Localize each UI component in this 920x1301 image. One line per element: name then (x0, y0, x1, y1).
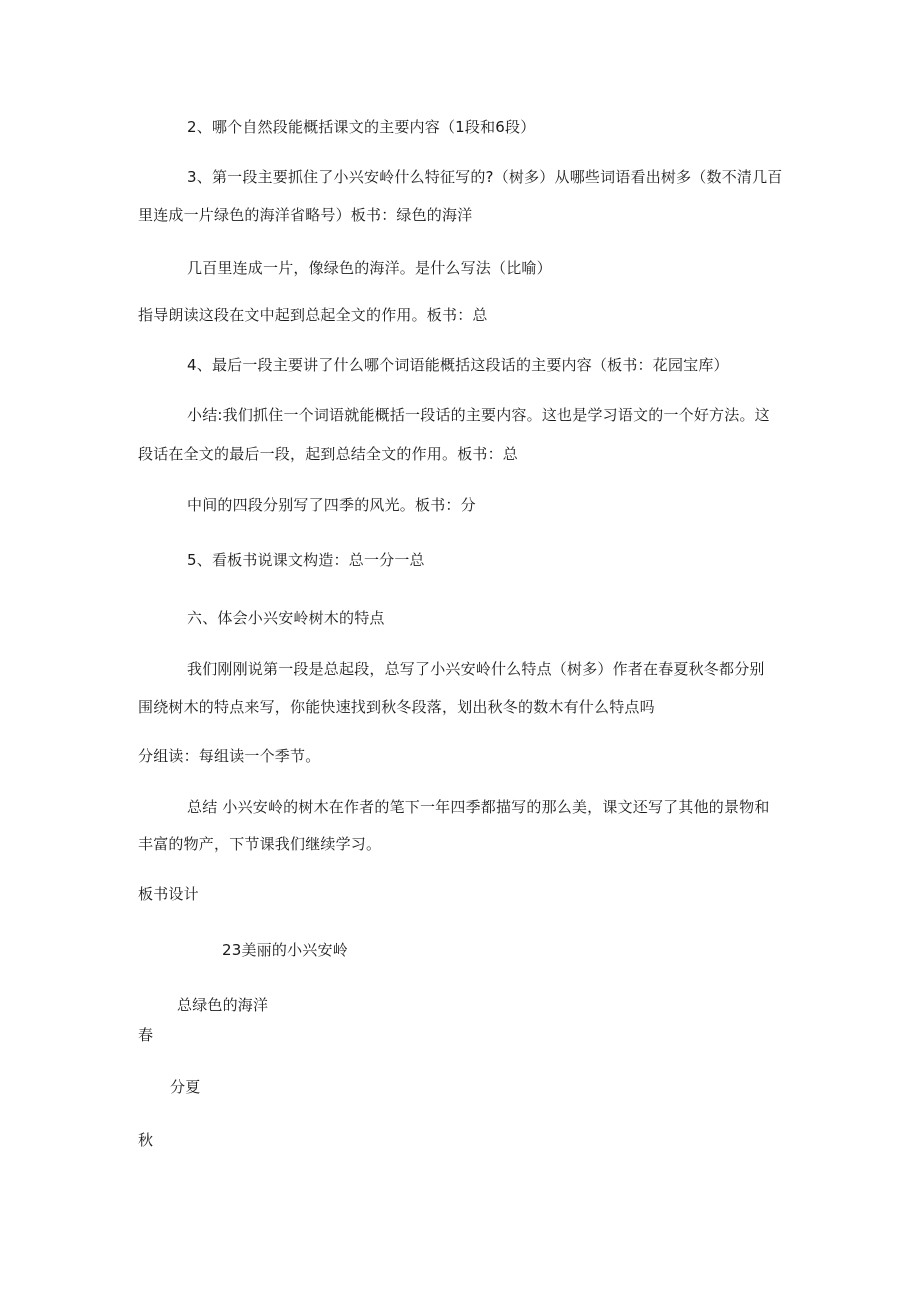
board-summary: 总绿色的海洋 (177, 996, 269, 1014)
paragraph-line-15: 总结 小兴安岭的树木在作者的笔下一年四季都描写的那么美，课文还写了其他的景物和 (187, 798, 770, 816)
paragraph-line-4: 几百里连成一片，像绿色的海洋。是什么写法（比喻） (187, 259, 552, 277)
board-design-heading: 板书设计 (138, 885, 199, 903)
paragraph-line-13: 围绕树木的特点来写，你能快速找到秋冬段落，划出秋冬的数木有什么特点吗 (138, 698, 655, 716)
section-heading: 六、体会小兴安岭树木的特点 (187, 609, 385, 627)
paragraph-line-12: 我们刚刚说第一段是总起段，总写了小兴安岭什么特点（树多）作者在春夏秋冬都分别 (187, 660, 765, 678)
paragraph-line-9: 中间的四段分别写了四季的风光。板书：分 (187, 496, 476, 514)
paragraph-line-3: 里连成一片绿色的海洋省略号）板书：绿色的海洋 (138, 206, 473, 224)
board-branch: 分夏 (170, 1078, 201, 1096)
paragraph-line-14: 分组读：每组读一个季节。 (138, 747, 321, 765)
paragraph-line-5: 指导朗读这段在文中起到总起全文的作用。板书：总 (138, 306, 488, 324)
paragraph-line-2: 3、第一段主要抓住了小兴安岭什么特征写的?（树多）从哪些词语看出树多（数不清几百 (187, 168, 783, 186)
paragraph-line-6: 4、最后一段主要讲了什么哪个词语能概括这段话的主要内容（板书：花园宝库） (187, 356, 729, 374)
paragraph-line-1: 2、哪个自然段能概括课文的主要内容（1段和6段） (187, 118, 536, 136)
board-spring: 春 (138, 1026, 154, 1044)
paragraph-line-8: 段话在全文的最后一段，起到总结全文的作用。板书：总 (138, 445, 519, 463)
paragraph-line-10: 5、看板书说课文构造：总一分一总 (187, 551, 425, 569)
board-title: 23美丽的小兴安岭 (222, 941, 348, 959)
board-autumn: 秋 (138, 1131, 154, 1149)
paragraph-line-16: 丰富的物产，下节课我们继续学习。 (138, 835, 382, 853)
paragraph-line-7: 小结:我们抓住一个词语就能概括一段话的主要内容。这也是学习语文的一个好方法。这 (187, 406, 770, 424)
